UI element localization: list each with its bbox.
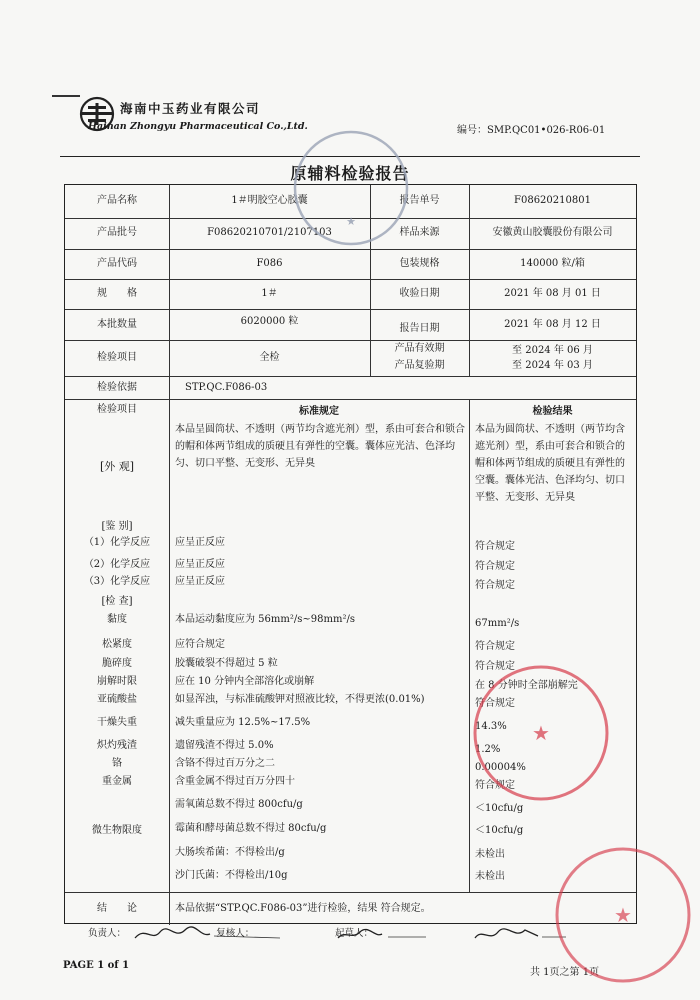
check-result-sulfite: 符合规定 — [475, 698, 515, 709]
inspection-stamp — [288, 125, 414, 251]
check-label-tightness: 松紧度 — [102, 639, 132, 650]
code: F086 — [256, 258, 283, 269]
check-label-sulfite: 亚硫酸盐 — [97, 694, 137, 705]
check-result-viscosity: 67mm²/s — [475, 618, 520, 629]
report-table — [64, 184, 637, 924]
report-no: F08620210801 — [514, 195, 591, 206]
check-label-disintegration: 崩解时限 — [97, 676, 137, 687]
svg-text:★: ★ — [614, 903, 632, 927]
check-label-viscosity: 黏度 — [107, 614, 127, 625]
qty: 6020000 粒 — [240, 316, 299, 327]
micro-result-4: 未检出 — [475, 871, 505, 882]
identify-result-2: 符合规定 — [475, 561, 515, 572]
header-rule-left — [52, 95, 80, 97]
batch-label: 产品批号 — [97, 227, 137, 238]
report-no-label: 报告单号 — [399, 195, 440, 206]
identify-label-3: （3）化学反应 — [83, 576, 151, 587]
check-standard-loss-on-drying: 减失重量应为 12.5%~17.5% — [175, 717, 311, 728]
company-seal-red — [466, 658, 616, 808]
code-label: 产品代码 — [97, 258, 137, 269]
document-number: 编号：SMP.QC01•026-R06-01 — [457, 125, 606, 136]
appearance-result: 本品为圆筒状、不透明（两节均含遮光剂）型，系由可套合和锁合的帽和体两节组成的质硬且有弹性的空囊。囊体光洁、色泽均匀、切口平整、无变形、无异臭 — [475, 424, 625, 503]
page-title: 原辅料检验报告 — [290, 164, 410, 183]
check-label-chromium: 铬 — [112, 758, 122, 769]
retest-label: 产品复验期 — [394, 360, 445, 371]
tests-result-header: 检验结果 — [532, 406, 573, 417]
appearance-label: [外 观] — [99, 460, 135, 473]
check-standard-tightness: 应符合规定 — [175, 639, 225, 650]
source-label: 样品来源 — [399, 227, 440, 238]
identify-label: [鉴 别] — [101, 521, 133, 532]
check-label: [检 查] — [101, 596, 133, 607]
check-result-ignition-residue: 1.2% — [475, 744, 501, 755]
page-indicator-cn: 共 1页之第 1页 — [530, 967, 600, 978]
check-result-heavy-metal: 符合规定 — [475, 780, 515, 791]
spec: 1＃ — [261, 288, 278, 299]
basis-label: 检验依据 — [97, 382, 137, 393]
check-standard-friability: 胶囊破裂不得超过 5 粒 — [175, 658, 278, 669]
appearance-standard: 本品呈圆筒状、不透明（两节均含遮光剂）型，系由可套合和锁合的帽和体两节组成的质硬且有弹性的空囊。囊体应光洁、色泽均匀、切口平整、无变形、无异臭 — [175, 424, 465, 469]
report-date: 2021 年 08 月 12 日 — [504, 319, 601, 330]
micro-result-3: 未检出 — [475, 849, 505, 860]
check-result-loss-on-drying: 14.3% — [475, 721, 507, 732]
qty-label: 本批数量 — [97, 319, 137, 330]
micro-standard-3: 大肠埃希菌：不得检出/g — [175, 847, 285, 858]
spec-label: 规 格 — [97, 288, 137, 299]
pack-label: 包装规格 — [399, 258, 440, 269]
basis: STP.QC.F086-03 — [185, 382, 268, 393]
check-label-heavy-metal: 重金属 — [102, 776, 132, 787]
supplier-seal-red — [548, 840, 698, 990]
receive-date: 2021 年 08 月 01 日 — [504, 288, 601, 299]
item: 全检 — [259, 352, 280, 363]
retest: 至 2024 年 03 月 — [512, 360, 593, 371]
micro-result-2: ＜10cfu/g — [475, 825, 524, 836]
product-name: 1＃明胶空心胶囊 — [231, 195, 308, 206]
svg-text:★: ★ — [346, 215, 356, 228]
micro-label: 微生物限度 — [92, 825, 142, 836]
tests-item-header: 检验项目 — [97, 404, 137, 415]
identify-standard-1: 应呈正反应 — [175, 537, 225, 548]
identify-result-3: 符合规定 — [475, 580, 515, 591]
micro-standard-4: 沙门氏菌：不得检出/10g — [175, 870, 288, 881]
pack: 140000 粒/箱 — [520, 258, 585, 269]
item-label: 检验项目 — [97, 352, 137, 363]
micro-standard-1: 需氧菌总数不得过 800cfu/g — [175, 799, 303, 810]
check-label-loss-on-drying: 干燥失重 — [97, 717, 137, 728]
report-date-label: 报告日期 — [399, 323, 440, 334]
identify-standard-2: 应呈正反应 — [175, 559, 225, 570]
page-indicator: PAGE 1 of 1 — [63, 960, 130, 971]
check-standard-heavy-metal: 含重金属不得过百万分四十 — [175, 776, 295, 787]
signature-line: 负责人： 复核人： 起草人： — [88, 928, 374, 939]
check-standard-disintegration: 应在 10 分钟内全部溶化或崩解 — [175, 676, 315, 687]
svg-text:★: ★ — [532, 721, 550, 745]
tests-standard-header: 标准规定 — [299, 406, 339, 417]
batch: F08620210701/2107103 — [207, 227, 332, 238]
check-standard-viscosity: 本品运动黏度应为 56mm²/s~98mm²/s — [175, 614, 355, 625]
handwritten-signatures — [130, 922, 570, 946]
micro-result-1: ＜10cfu/g — [475, 803, 524, 814]
company-name-cn: 海南中玉药业有限公司 — [120, 101, 261, 116]
check-standard-chromium: 含铬不得过百万分之二 — [175, 758, 275, 769]
check-result-disintegration: 在 8 分钟时全部崩解完 — [475, 680, 578, 691]
source: 安徽黄山胶囊股份有限公司 — [492, 227, 613, 238]
identify-result-1: 符合规定 — [475, 541, 515, 552]
receive-label: 收验日期 — [399, 288, 440, 299]
conclusion-text: 本品依据“STP.QC.F086-03”进行检验，结果 符合规定。 — [175, 903, 431, 914]
identify-standard-3: 应呈正反应 — [175, 576, 225, 587]
micro-standard-2: 霉菌和酵母菌总数不得过 80cfu/g — [175, 823, 327, 834]
check-result-chromium: 0.00004% — [475, 762, 526, 773]
expiry: 至 2024 年 06 月 — [512, 345, 593, 356]
check-result-tightness: 符合规定 — [475, 641, 515, 652]
identify-label-2: （2）化学反应 — [83, 559, 151, 570]
check-label-friability: 脆碎度 — [102, 658, 132, 669]
check-label-ignition-residue: 炽灼残渣 — [97, 740, 137, 751]
check-standard-ignition-residue: 遗留残渣不得过 5.0% — [175, 740, 274, 751]
check-standard-sulfite: 如显浑浊，与标准硫酸钾对照液比较，不得更浓(0.01%) — [175, 694, 425, 705]
check-result-friability: 符合规定 — [475, 661, 515, 672]
product-name-label: 产品名称 — [97, 195, 137, 206]
company-name-en: Hainan Zhongyu Pharmaceutical Co.,Ltd. — [88, 121, 308, 132]
identify-label-1: （1）化学反应 — [83, 537, 151, 548]
expiry-label: 产品有效期 — [394, 343, 445, 354]
conclusion-label: 结 论 — [97, 903, 137, 914]
